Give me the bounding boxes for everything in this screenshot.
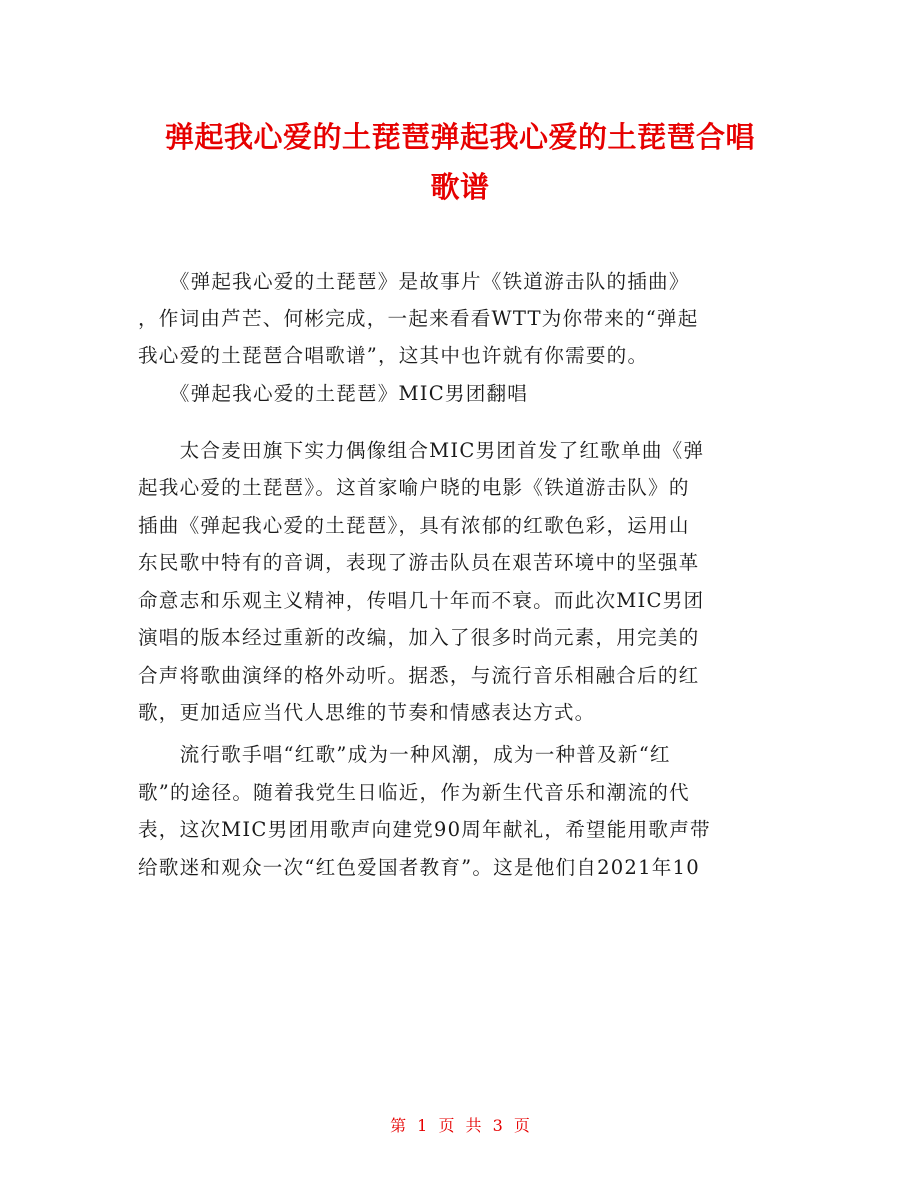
body-line: 表，这次MIC男团用歌声向建党90周年献礼，希望能用歌声带 <box>138 818 711 841</box>
body-line: 起我心爱的土琵琶》。这首家喻户晓的电影《铁道游击队》的 <box>138 476 690 499</box>
body-line: 太合麦田旗下实力偶像组合MIC男团首发了红歌单曲《弹 <box>138 439 705 462</box>
document-title <box>120 112 800 212</box>
title-line-2: 歌谱 <box>430 170 490 204</box>
body-line: 给歌迷和观众一次“红色爱国者教育”。这是他们自2021年10 <box>138 856 700 879</box>
body-line: 我心爱的土琵琶合唱歌谱”，这其中也许就有你需要的。 <box>138 344 649 367</box>
title-line-1: 弹起我心爱的土琵琶弹起我心爱的土琵琶合唱 <box>164 120 755 154</box>
body-line: 歌”的途径。随着我党生日临近，作为新生代音乐和潮流的代 <box>138 781 690 804</box>
body-line: ，作词由芦芒、何彬完成，一起来看看WTT为你带来的“弹起 <box>138 307 699 330</box>
body-line: 演唱的版本经过重新的改编，加入了很多时尚元素，用完美的 <box>138 626 700 649</box>
body-line: 命意志和乐观主义精神，传唱几十年而不衰。而此次MIC男团 <box>138 589 705 612</box>
page-number-footer: 第 1 页 共 3 页 <box>390 1116 530 1135</box>
body-line: 合声将歌曲演绎的格外动听。据悉，与流行音乐相融合后的红 <box>138 664 700 687</box>
body-line: 歌，更加适应当代人思维的节奏和情感表达方式。 <box>138 701 596 724</box>
body-line: 插曲《弹起我心爱的土琵琶》，具有浓郁的红歌色彩，运用山 <box>138 514 690 537</box>
body-line: 东民歌中特有的音调，表现了游击队员在艰苦环境中的坚强革 <box>138 551 700 574</box>
body-line: 流行歌手唱“红歌”成为一种风潮，成为一种普及新“红 <box>138 743 671 766</box>
body-line: 《弹起我心爱的土琵琶》MIC男团翻唱 <box>138 382 529 405</box>
body-line: 《弹起我心爱的土琵琶》是故事片《铁道游击队的插曲》 <box>138 270 690 293</box>
